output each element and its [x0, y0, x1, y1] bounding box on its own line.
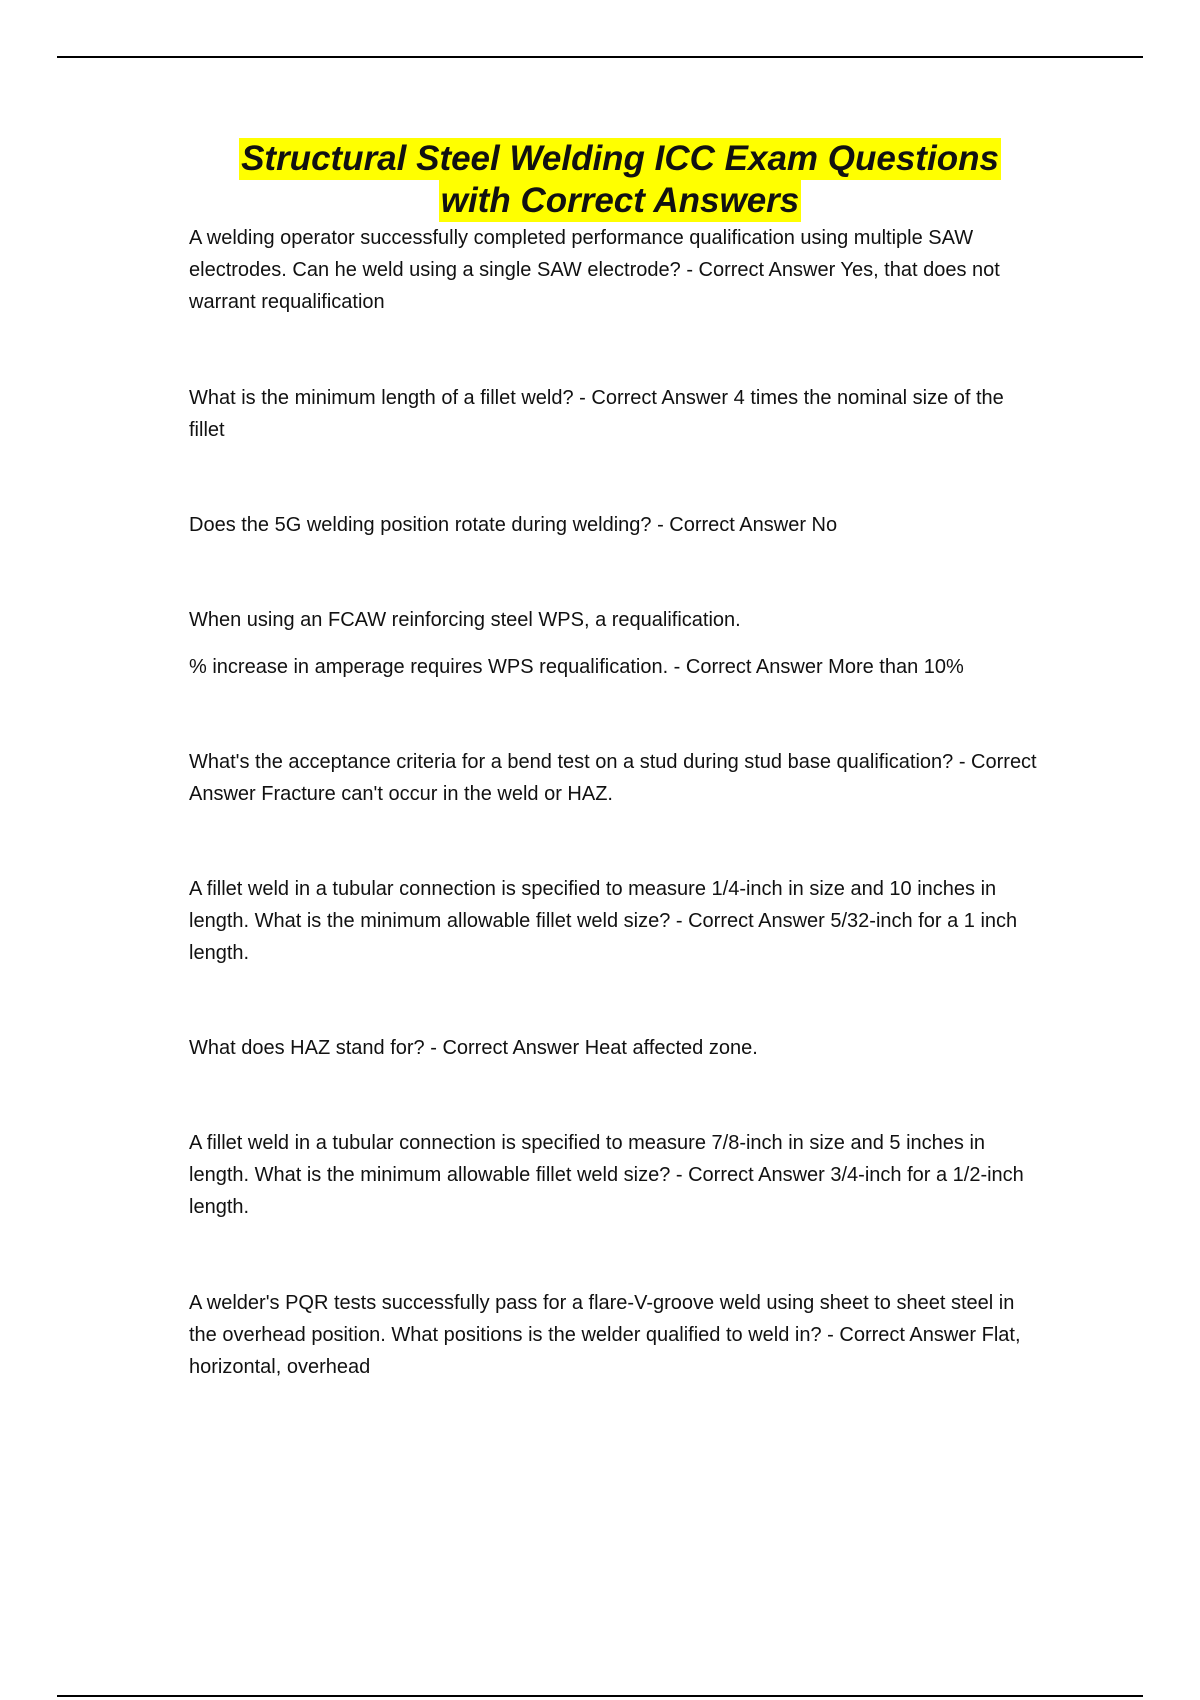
title-line-1: Structural Steel Welding ICC Exam Questions — [241, 139, 999, 178]
qa-entry-9: A fillet weld in a tubular connection is specified to measure 7/8-inch in size and 5 inches in length. What is the minimum allowable fillet weld size? - Correct Answer 3/4-inch for a 1/2-inch length. — [189, 1132, 1024, 1218]
qa-entry-2: What is the minimum length of a fillet weld? - Correct Answer 4 times the nominal size of the fillet — [189, 387, 1004, 441]
qa-entry-5: % increase in amperage requires WPS requalification. - Correct Answer More than 10% — [189, 656, 964, 678]
title-line-2: with Correct Answers — [440, 181, 800, 220]
qa-entry-8: What does HAZ stand for? - Correct Answer Heat affected zone. — [189, 1037, 758, 1059]
qa-entry-7: A fillet weld in a tubular connection is specified to measure 1/4-inch in size and 10 inches in length. What is the minimum allowable fillet weld size? - Correct Answer 5/32-inch for a 1 inch length. — [189, 878, 1018, 964]
qa-entry-3: Does the 5G welding position rotate during welding? - Correct Answer No — [189, 514, 838, 536]
qa-entry-4: When using an FCAW reinforcing steel WPS, a requalification. — [189, 609, 741, 631]
header-rule — [57, 56, 1143, 58]
qa-entry-6: What's the acceptance criteria for a bend test on a stud during stud base qualification? - Correct Answer Fracture can't occur in the weld or HAZ. — [189, 751, 1037, 805]
footer-rule — [57, 1695, 1143, 1697]
qa-entry-1: A welding operator successfully completed performance qualification using multiple SAW electrodes. Can he weld using a single SAW electrode? - Correct Answer Yes, that does not warrant requalification — [189, 227, 1000, 313]
document-title — [190, 138, 1050, 222]
qa-entry-10: A welder's PQR tests successfully pass for a flare-V-groove weld using sheet to sheet steel in the overhead position. What positions is the welder qualified to weld in? - Correct Answer Flat, horizontal, overhead — [189, 1292, 1021, 1378]
